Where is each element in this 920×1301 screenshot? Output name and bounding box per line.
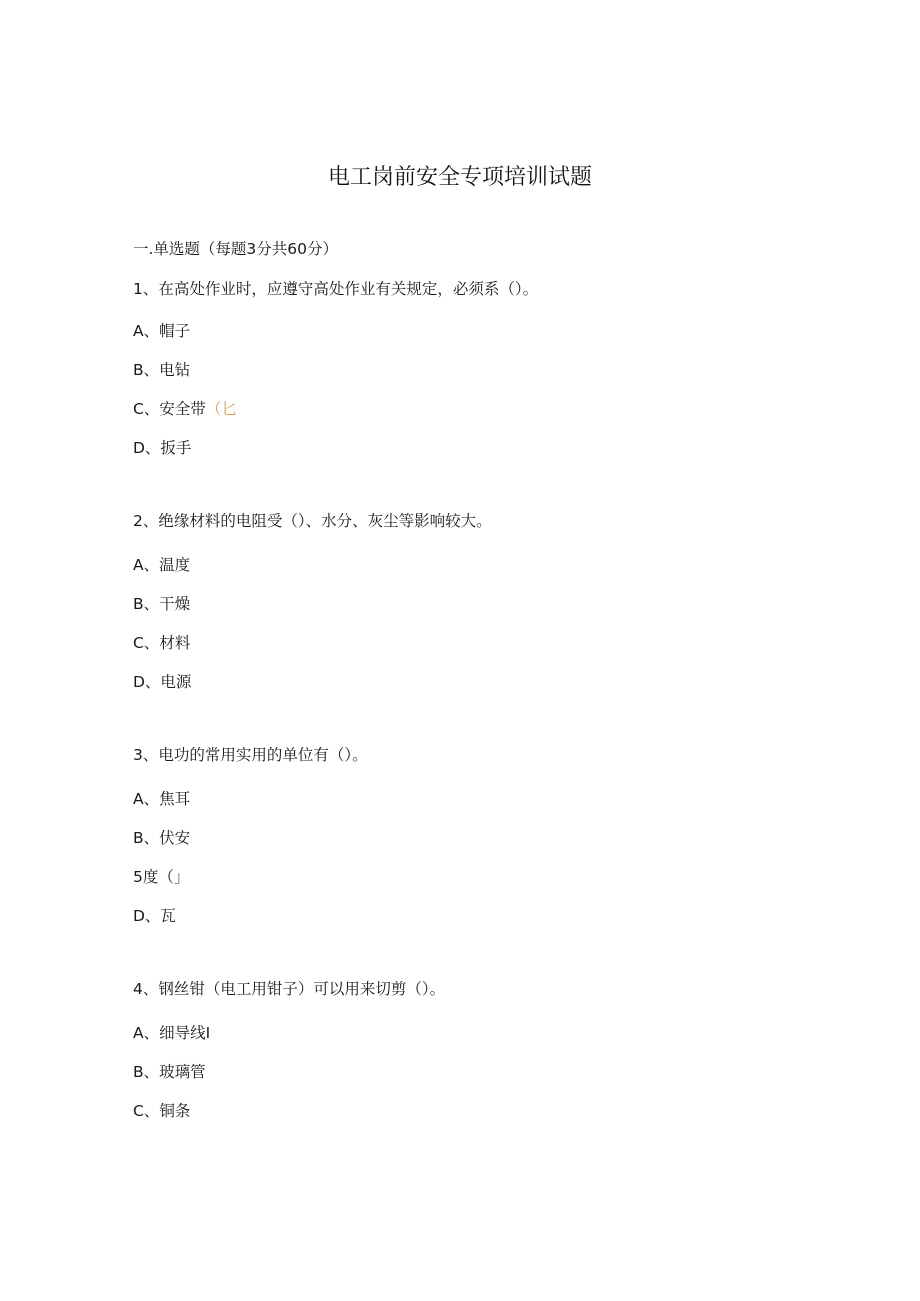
question-1-option-b: B、电钻: [133, 361, 191, 379]
question-4-option-a: A、细导线I: [133, 1024, 211, 1042]
question-3-option-a: A、焦耳: [133, 790, 191, 808]
question-1-option-c-row: [133, 398, 237, 420]
question-2-option-a: A、温度: [133, 556, 191, 574]
question-4-option-c: C、铜条: [133, 1102, 191, 1120]
question-2-option-d: D、电源: [133, 673, 192, 691]
question-1-option-a: A、帽子: [133, 322, 191, 340]
question-1-option-c: C、安全带: [133, 400, 206, 418]
question-3-stem: 3、电功的常用实用的单位有（）。: [133, 746, 368, 764]
question-1-option-d: D、扳手: [133, 439, 192, 457]
question-2-option-b: B、干燥: [133, 595, 191, 613]
question-1-stem: 1、在高处作业时，应遵守高处作业有关规定，必须系（）。: [133, 280, 539, 298]
section-heading: 一.单选题（每题3分共60分）: [133, 240, 339, 258]
question-3-option-d: D、瓦: [133, 907, 176, 925]
question-4-stem: 4、钢丝钳（电工用钳子）可以用来切剪（）。: [133, 980, 446, 998]
answer-mark: （匕: [205, 400, 237, 418]
page-title: 电工岗前安全专项培训试题: [327, 165, 592, 190]
question-3-option-b: B、伏安: [133, 829, 191, 847]
question-2-stem: 2、绝缘材料的电阻受（）、水分、灰尘等影响较大。: [133, 512, 492, 530]
question-2-option-c: C、材料: [133, 634, 191, 652]
question-4-option-b: B、玻璃管: [133, 1063, 206, 1081]
question-3-option-c: 5度（」: [133, 868, 190, 886]
